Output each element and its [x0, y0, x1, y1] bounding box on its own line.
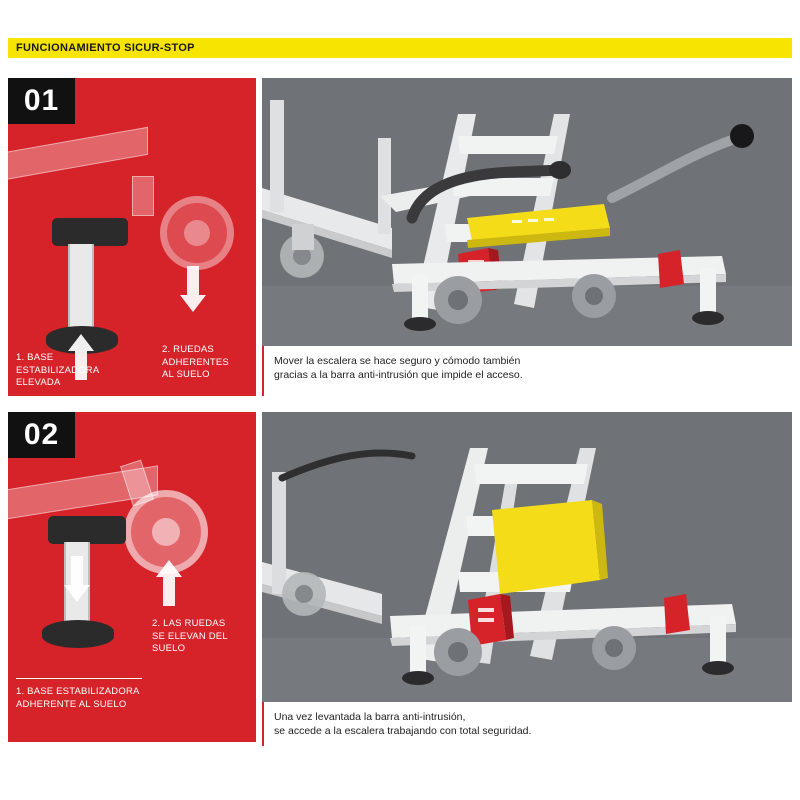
page-title: FUNCIONAMIENTO SICUR-STOP	[16, 42, 195, 54]
step-01-illustration-panel	[8, 78, 256, 396]
label-line: ESTABILIZADORA	[16, 364, 100, 376]
label-line: SE ELEVAN DEL	[152, 630, 228, 642]
caption-step-01	[262, 346, 792, 396]
caption-line: Una vez levantada la barra anti-intrusión,	[274, 711, 466, 723]
label-line: 1. BASE ESTABILIZADORA	[16, 686, 140, 697]
section-title-bar	[8, 38, 792, 58]
caption-line: Mover la escalera se hace seguro y cómodo también	[274, 355, 521, 367]
caption-line: se accede a la escalera trabajando con total seguridad.	[274, 725, 532, 737]
arrow-down-base	[64, 556, 90, 602]
ghost-beam-graphic	[8, 127, 148, 181]
step-02-illustration-panel	[8, 412, 256, 742]
label-line: SUELO	[152, 643, 186, 654]
ghost-wheel-hub	[152, 518, 180, 546]
step-badge-01: 01	[8, 78, 75, 124]
ghost-wheel-fork	[132, 176, 154, 216]
caption-step-02	[262, 702, 792, 746]
arrow-up-ruedas	[156, 560, 182, 606]
label-line: 2. RUEDAS	[162, 344, 214, 355]
arrow-down-ruedas	[180, 266, 206, 312]
label-line: AL SUELO	[162, 369, 210, 380]
label-line: 1. BASE	[16, 352, 54, 363]
stabilizer-column	[68, 244, 94, 332]
label-line: ADHERENTE AL SUELO	[16, 698, 127, 710]
label-ruedas-elevan	[152, 618, 256, 656]
label-base-adherente	[16, 686, 196, 711]
ladder-illustration-top	[262, 78, 792, 346]
step-badge-02: 02	[8, 412, 75, 458]
photo-ladder-bar-down	[262, 78, 792, 346]
label-line: ELEVADA	[16, 377, 61, 388]
ladder-illustration-bottom	[262, 412, 792, 702]
label-line: ADHERENTES	[162, 356, 229, 368]
stabilizer-top-cap	[52, 218, 128, 246]
stabilizer-top-cap	[48, 516, 126, 544]
ghost-wheel-hub	[184, 220, 210, 246]
caption-line: gracias a la barra anti-intrusión que impide el acceso.	[274, 369, 523, 381]
label-base-elevada	[16, 352, 146, 390]
photo-ladder-bar-up	[262, 412, 792, 702]
label-line: 2. LAS RUEDAS	[152, 618, 226, 629]
leader-line-base	[16, 678, 142, 679]
stabilizer-foot-disc	[42, 620, 114, 648]
